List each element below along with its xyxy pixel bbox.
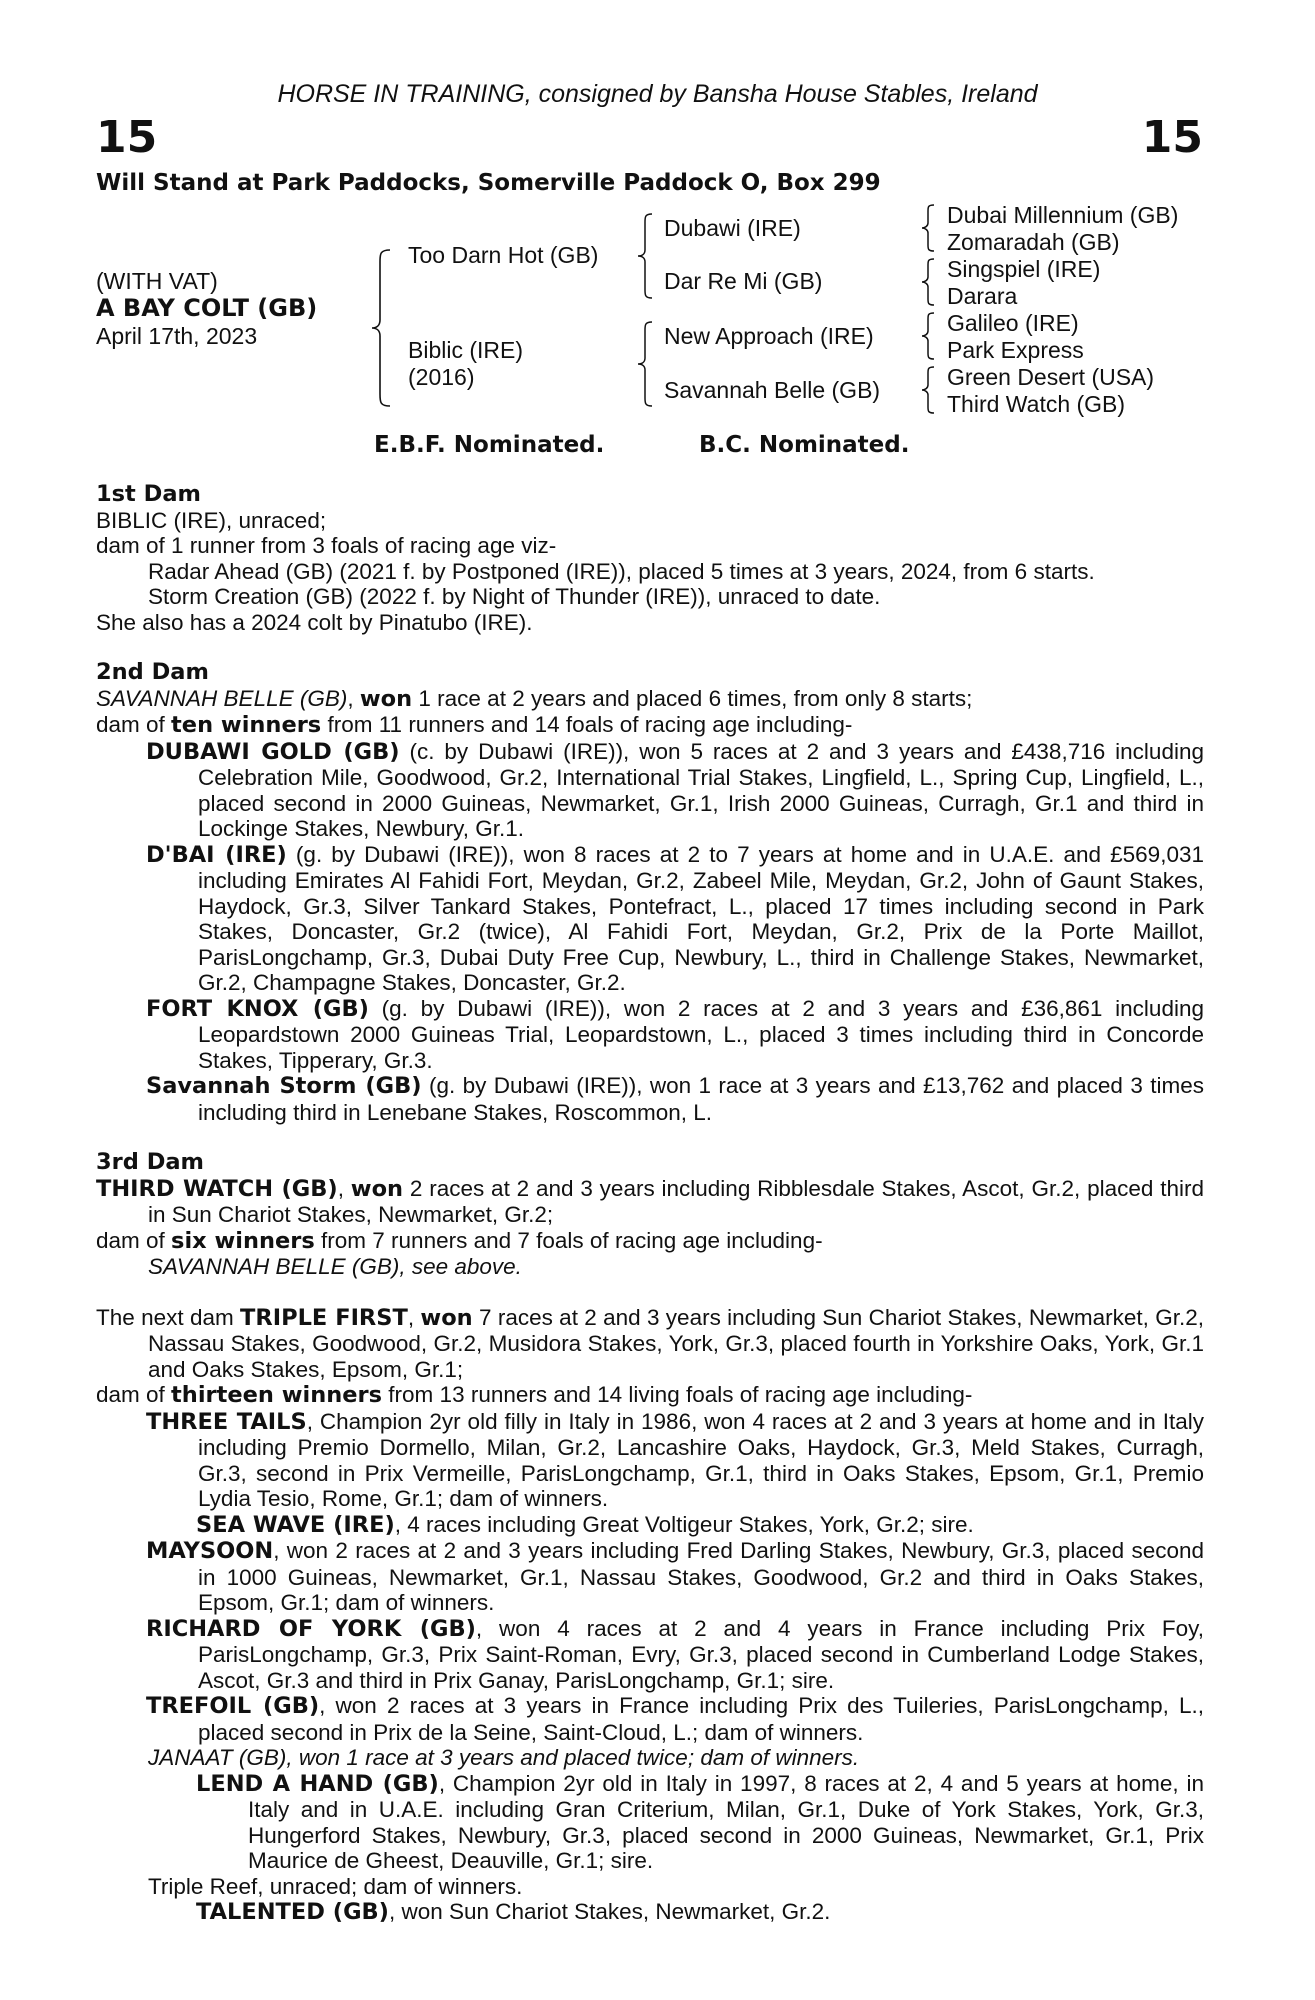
produce-entry: JANAAT (GB), won 1 race at 3 years and placed twice; dam of winners. bbox=[148, 1745, 860, 1770]
pedigree-g3-2: Zomaradah (GB) bbox=[947, 229, 1120, 255]
pedigree-brace-g3a bbox=[920, 203, 936, 253]
produce-name: Savannah Storm (GB) bbox=[146, 1073, 422, 1099]
produce-entry bbox=[96, 1409, 1204, 1512]
pedigree-sire-dam: Dar Re Mi (GB) bbox=[664, 268, 823, 294]
produce-entry bbox=[96, 1771, 1204, 1874]
second-dam-produce-summary bbox=[96, 712, 1204, 739]
lot-number-right: 15 bbox=[1141, 112, 1203, 163]
produce-entry bbox=[96, 1616, 1204, 1694]
bc-nomination: B.C. Nominated. bbox=[699, 432, 910, 458]
winners-count: thirteen winners bbox=[171, 1382, 383, 1408]
first-dam-produce: Radar Ahead (GB) (2021 f. by Postponed (IRE)), placed 5 times at 3 years, 2024, from 6 starts. bbox=[148, 558, 1095, 584]
pedigree-brace-dam bbox=[636, 320, 654, 408]
produce-name: DUBAWI GOLD (GB) bbox=[146, 738, 400, 765]
produce-name: LEND A HAND (GB) bbox=[196, 1770, 439, 1797]
dam-of-text: dam of bbox=[96, 712, 172, 737]
produce-text: , won 4 races at 2 and 4 years in France including Prix Foy, ParisLongchamp, Gr.3, Prix Saint-Roman, Evry, Gr.3, placed second in Cumberland Lodge Stakes, Ascot, Gr.3 and third in Prix Ganay, ParisLongchamp, Gr.1; sire. bbox=[198, 1615, 1205, 1693]
won-label: won bbox=[420, 1304, 473, 1331]
dam-of-text: from 7 runners and 7 foals of racing age including- bbox=[314, 1227, 823, 1253]
pedigree-g3-6: Park Express bbox=[947, 337, 1084, 363]
pedigree-dam-sire: New Approach (IRE) bbox=[664, 323, 874, 349]
first-dam-line: BIBLIC (IRE), unraced; bbox=[96, 507, 327, 533]
produce-text: , Champion 2yr old filly in Italy in 1986, won 4 races at 2 and 3 years at home and in Italy including Premio Dormello, Milan, Gr.2, Lancashire Oaks, Haydock, Gr.3, Meld Stakes, Curragh, Gr.3, second in Prix Vermeille, ParisLongchamp, Gr.1, third in Oaks Stakes, Epsom, Gr.1, Premio Lydia Tesio, Rome, Gr.1; dam of winners. bbox=[198, 1408, 1204, 1511]
third-dam-text: 2 races at 2 and 3 years including Ribblesdale Stakes, Ascot, Gr.2, placed third in Sun Chariot Stakes, Newmarket, Gr.2; bbox=[148, 1175, 1204, 1227]
third-dam-heading: 3rd Dam bbox=[96, 1149, 204, 1175]
foaling-date: April 17th, 2023 bbox=[96, 323, 258, 349]
produce-entry bbox=[96, 996, 1204, 1074]
next-dam-name: TRIPLE FIRST bbox=[240, 1304, 408, 1331]
produce-text: (g. by Dubawi (IRE)), won 2 races at 2 and 3 years and £36,861 including Leopardstown 2000 Guineas Trial, Leopardstown, L., placed 3 times including third in Concorde Stakes, Tipperary, Gr.3. bbox=[198, 995, 1204, 1073]
produce-entry bbox=[96, 739, 1204, 842]
produce-entry bbox=[96, 842, 1204, 996]
pedigree-g3-3: Singspiel (IRE) bbox=[947, 256, 1101, 282]
produce-text: , won 2 races at 2 and 3 years including Fred Darling Stakes, Newbury, Gr.3, placed second in 1000 Guineas, Newmarket, Gr.1, Nassau Stakes, Goodwood, Gr.2 and third in Oaks Stakes, Epsom, Gr.1; dam of winners. bbox=[198, 1538, 1204, 1615]
pedigree-g3-8: Third Watch (GB) bbox=[947, 391, 1126, 417]
next-dam-produce-summary bbox=[96, 1382, 1204, 1409]
produce-entry bbox=[96, 1512, 1204, 1539]
pedigree-brace-g3c bbox=[920, 311, 936, 361]
produce-entry bbox=[96, 1073, 1204, 1125]
produce-text: (g. by Dubawi (IRE)), won 1 race at 3 years and £13,762 and placed 3 times including third in Lenebane Stakes, Roscommon, L. bbox=[198, 1073, 1204, 1125]
won-label: won bbox=[350, 1175, 404, 1202]
catalogue-header: HORSE IN TRAINING, consigned by Bansha House Stables, Ireland bbox=[277, 80, 1038, 108]
catalogue-body bbox=[96, 482, 1204, 1926]
lot-number-left: 15 bbox=[96, 112, 158, 163]
ebf-nomination: E.B.F. Nominated. bbox=[374, 432, 605, 458]
third-dam-name: THIRD WATCH (GB) bbox=[96, 1175, 338, 1202]
first-dam-produce: Storm Creation (GB) (2022 f. by Night of Thunder (IRE)), unraced to date. bbox=[148, 584, 881, 609]
second-dam-heading: 2nd Dam bbox=[96, 659, 209, 685]
produce-text: (c. by Dubawi (IRE)), won 5 races at 2 and 3 years and £438,716 including Celebration Mile, Goodwood, Gr.2, International Trial Stakes, Lingfield, L., Spring Cup, Lingfield, L., placed second in 2000 Guineas, Newmarket, Gr.1, Irish 2000 Guineas, Curragh, Gr.1 and third in Lockinge Stakes, Newbury, Gr.1. bbox=[198, 738, 1204, 841]
pedigree-brace-g3d bbox=[920, 365, 936, 415]
stand-location: Will Stand at Park Paddocks, Somerville Paddock O, Box 299 bbox=[96, 170, 881, 196]
second-dam-name: SAVANNAH BELLE (GB) bbox=[96, 685, 348, 711]
second-dam-record: SAVANNAH BELLE (GB), won 1 race at 2 years and placed 6 times, from only 8 starts; bbox=[96, 685, 973, 712]
pedigree-dam-year: (2016) bbox=[408, 364, 475, 390]
first-dam-line: She also has a 2024 colt by Pinatubo (IRE). bbox=[96, 609, 533, 635]
produce-name: TALENTED (GB) bbox=[196, 1899, 389, 1925]
produce-name: SEA WAVE (IRE) bbox=[196, 1511, 395, 1538]
produce-text: , won 2 races at 3 years in France including Prix des Tuileries, ParisLongchamp, L., placed second in Prix de la Seine, Saint-Cloud, L.; dam of winners. bbox=[198, 1693, 1204, 1745]
winners-count: six winners bbox=[171, 1227, 315, 1254]
first-dam-heading: 1st Dam bbox=[96, 481, 201, 507]
pedigree-brace-g3b bbox=[920, 257, 936, 307]
third-dam-record: THIRD WATCH (GB), won 2 races at 2 and 3 years including Ribblesdale Stakes, Ascot, Gr.2, placed third in Sun Chariot Stakes, Newmarket, Gr.2; bbox=[96, 1175, 1204, 1227]
produce-text: , 4 races including Great Voltigeur Stakes, York, Gr.2; sire. bbox=[394, 1511, 974, 1537]
second-dam-text: 1 race at 2 years and placed 6 times, from only 8 starts; bbox=[412, 685, 973, 711]
produce-text: (g. by Dubawi (IRE)), won 8 races at 2 to 7 years at home and in U.A.E. and £569,031 including Emirates Al Fahidi Fort, Meydan, Gr.2, Zabeel Mile, Meydan, Gr.2, John of Gaunt Stakes, Haydock, Gr.3, Silver Tankard Stakes, Pontefract, L., placed 17 times including second in Park Stakes, Doncaster, Gr.2 (twice), Al Fahidi Fort, Meydan, Gr.2, Prix de la Porte Maillot, ParisLongchamp, Gr.3, Dubai Duty Free Cup, Newbury, L., third in Challenge Stakes, Newmarket, Gr.2, Champagne Stakes, Doncaster, Gr.2. bbox=[198, 841, 1204, 995]
next-dam-lead: The next dam bbox=[96, 1304, 241, 1330]
produce-text: , won Sun Chariot Stakes, Newmarket, Gr.2. bbox=[388, 1899, 831, 1924]
horse-name: A BAY COLT (GB) bbox=[96, 294, 318, 322]
produce-entry bbox=[96, 1693, 1204, 1745]
pedigree-brace-sire bbox=[636, 212, 654, 300]
produce-name: D'BAI (IRE) bbox=[146, 841, 287, 868]
produce-entry: Triple Reef, unraced; dam of winners. bbox=[148, 1873, 523, 1899]
pedigree-g3-7: Green Desert (USA) bbox=[947, 364, 1155, 390]
dam-of-text: from 11 runners and 14 foals of racing age including- bbox=[321, 712, 853, 737]
next-dam-record: The next dam TRIPLE FIRST, won 7 races at 2 and 3 years including Sun Chariot Stakes, Newmarket, Gr.2, Nassau Stakes, Goodwood, Gr.2, Musidora Stakes, York, Gr.3, placed fourth in Yorkshire Oaks, York, Gr.1 and Oaks Stakes, Epsom, Gr.1; bbox=[96, 1304, 1204, 1382]
next-dam-text: 7 races at 2 and 3 years including Sun Chariot Stakes, Newmarket, Gr.2, Nassau Stakes, Goodwood, Gr.2, Musidora Stakes, York, Gr.3, placed fourth in Yorkshire Oaks, York, Gr.1 and Oaks Stakes, Epsom, Gr.1; bbox=[148, 1304, 1204, 1382]
produce-name: FORT KNOX (GB) bbox=[146, 995, 369, 1022]
produce-text: , Champion 2yr old in Italy in 1997, 8 races at 2, 4 and 5 years at home, in Italy and in U.A.E. including Gran Criterium, Milan, Gr.1, Duke of York Stakes, York, Gr.3, Hungerford Stakes, Newbury, Gr.3, placed second in 2000 Guineas, Newmarket, Gr.1, Prix Maurice de Gheest, Deauville, Gr.1; sire. bbox=[248, 1770, 1204, 1873]
first-dam-line: dam of 1 runner from 3 foals of racing age viz- bbox=[96, 533, 557, 558]
pedigree-sire-sire: Dubawi (IRE) bbox=[664, 215, 801, 241]
won-label: won bbox=[359, 685, 413, 712]
dam-of-text: dam of bbox=[96, 1227, 172, 1253]
pedigree-g3-1: Dubai Millennium (GB) bbox=[947, 202, 1179, 228]
produce-entry bbox=[96, 1899, 1204, 1926]
pedigree-sire: Too Darn Hot (GB) bbox=[408, 242, 599, 268]
produce-entry bbox=[96, 1538, 1204, 1616]
produce-name: THREE TAILS bbox=[146, 1408, 307, 1435]
produce-reference: SAVANNAH BELLE (GB), see above. bbox=[148, 1254, 522, 1279]
dam-of-text: from 13 runners and 14 living foals of racing age including- bbox=[382, 1382, 973, 1407]
third-dam-produce-summary bbox=[96, 1228, 1204, 1255]
pedigree-g3-4: Darara bbox=[947, 283, 1018, 309]
winners-count: ten winners bbox=[171, 712, 322, 738]
pedigree-g3-5: Galileo (IRE) bbox=[947, 310, 1079, 336]
dam-of-text: dam of bbox=[96, 1382, 172, 1407]
pedigree-dam-dam: Savannah Belle (GB) bbox=[664, 377, 881, 403]
produce-name: MAYSOON bbox=[146, 1538, 274, 1564]
produce-name: RICHARD OF YORK (GB) bbox=[146, 1615, 476, 1642]
pedigree-brace-main bbox=[370, 248, 392, 408]
produce-name: TREFOIL (GB) bbox=[146, 1693, 320, 1719]
pedigree-dam: Biblic (IRE) bbox=[408, 337, 524, 363]
vat-note: (WITH VAT) bbox=[96, 268, 218, 294]
